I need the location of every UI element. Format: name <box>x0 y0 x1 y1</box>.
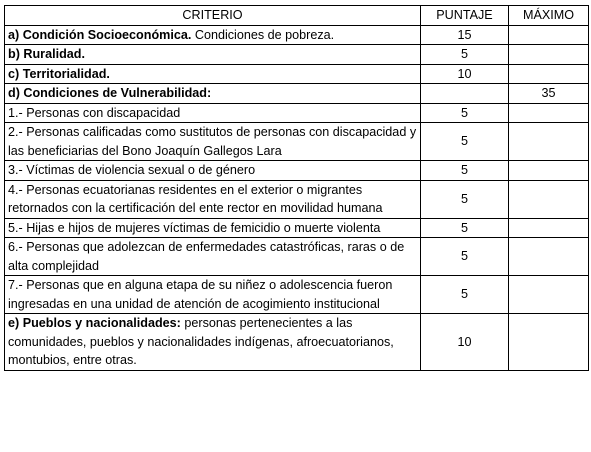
maximo-cell <box>509 161 589 181</box>
maximo-cell <box>509 45 589 65</box>
puntaje-cell: 5 <box>421 45 509 65</box>
table-row <box>5 123 589 161</box>
puntaje-cell: 5 <box>421 180 509 218</box>
maximo-cell <box>509 314 589 371</box>
criterio-text: Condiciones de pobreza. <box>191 27 335 42</box>
criterio-text: personas pertenecientes a las comunidades, pueblos y nacionalidades indígenas, afroecuatorianos, montubios, entre otras. <box>8 316 394 367</box>
table-row <box>5 180 589 218</box>
criterio-cell <box>5 276 421 314</box>
criterio-cell <box>5 180 421 218</box>
criterio-text: 7.- Personas que en alguna etapa de su niñez o adolescencia fueron ingresadas en una unidad de atención de acogimiento institucional <box>8 278 393 311</box>
criterio-text: 3.- Víctimas de violencia sexual o de género <box>8 163 256 177</box>
table-row <box>5 161 589 181</box>
header-puntaje: PUNTAJE <box>421 6 509 26</box>
criterio-text: 6.- Personas que adolezcan de enfermedades catastróficas, raras o de alta complejidad <box>8 240 405 273</box>
maximo-cell <box>509 276 589 314</box>
criterio-cell <box>5 25 421 45</box>
criterio-cell <box>5 218 421 238</box>
table-row <box>5 103 589 123</box>
maximo-cell <box>509 25 589 45</box>
header-maximo: MÁXIMO <box>509 6 589 26</box>
criterio-cell <box>5 123 421 161</box>
criterio-text: 5.- Hijas e hijos de mujeres víctimas de femicidio o muerte violenta <box>8 220 381 235</box>
table-row <box>5 84 589 104</box>
criterio-text: 1.- Personas con discapacidad <box>8 105 181 120</box>
puntaje-cell: 5 <box>421 276 509 314</box>
criterio-cell <box>5 314 421 371</box>
criterio-cell <box>5 161 421 181</box>
header-row <box>5 6 589 26</box>
maximo-cell <box>509 103 589 123</box>
puntaje-cell: 5 <box>421 161 509 181</box>
maximo-cell <box>509 238 589 276</box>
table-row <box>5 218 589 238</box>
criterio-bold: c) Territorialidad. <box>8 66 110 81</box>
criterio-bold: e) Pueblos y nacionalidades: <box>8 316 181 330</box>
table-row <box>5 276 589 314</box>
criterio-cell <box>5 45 421 65</box>
maximo-cell <box>509 218 589 238</box>
puntaje-cell: 5 <box>421 123 509 161</box>
table-row <box>5 64 589 84</box>
puntaje-cell: 15 <box>421 25 509 45</box>
criterio-text: 4.- Personas ecuatorianas residentes en el exterior o migrantes retornados con la certificación del ente rector en movilidad humana <box>8 182 383 215</box>
criterio-bold: d) Condiciones de Vulnerabilidad: <box>8 86 212 100</box>
puntaje-cell: 5 <box>421 218 509 238</box>
table-row <box>5 314 589 371</box>
table-row <box>5 238 589 276</box>
criteria-table <box>4 5 589 371</box>
criterio-bold: b) Ruralidad. <box>8 47 85 61</box>
criterio-text: 2.- Personas calificadas como sustitutos de personas con discapacidad y las beneficiarias del Bono Joaquín Gallegos Lara <box>8 125 417 158</box>
maximo-cell <box>509 64 589 84</box>
puntaje-cell: 5 <box>421 238 509 276</box>
criterio-cell <box>5 238 421 276</box>
maximo-cell <box>509 180 589 218</box>
puntaje-cell: 5 <box>421 103 509 123</box>
puntaje-cell: 10 <box>421 314 509 371</box>
table-row <box>5 25 589 45</box>
maximo-cell <box>509 123 589 161</box>
maximo-cell: 35 <box>509 84 589 104</box>
criterio-cell <box>5 103 421 123</box>
puntaje-cell <box>421 84 509 104</box>
criterio-cell <box>5 64 421 84</box>
criterio-bold: a) Condición Socioeconómica. <box>8 27 192 42</box>
header-criterio: CRITERIO <box>5 6 421 26</box>
table-row <box>5 45 589 65</box>
criterio-cell <box>5 84 421 104</box>
puntaje-cell: 10 <box>421 64 509 84</box>
